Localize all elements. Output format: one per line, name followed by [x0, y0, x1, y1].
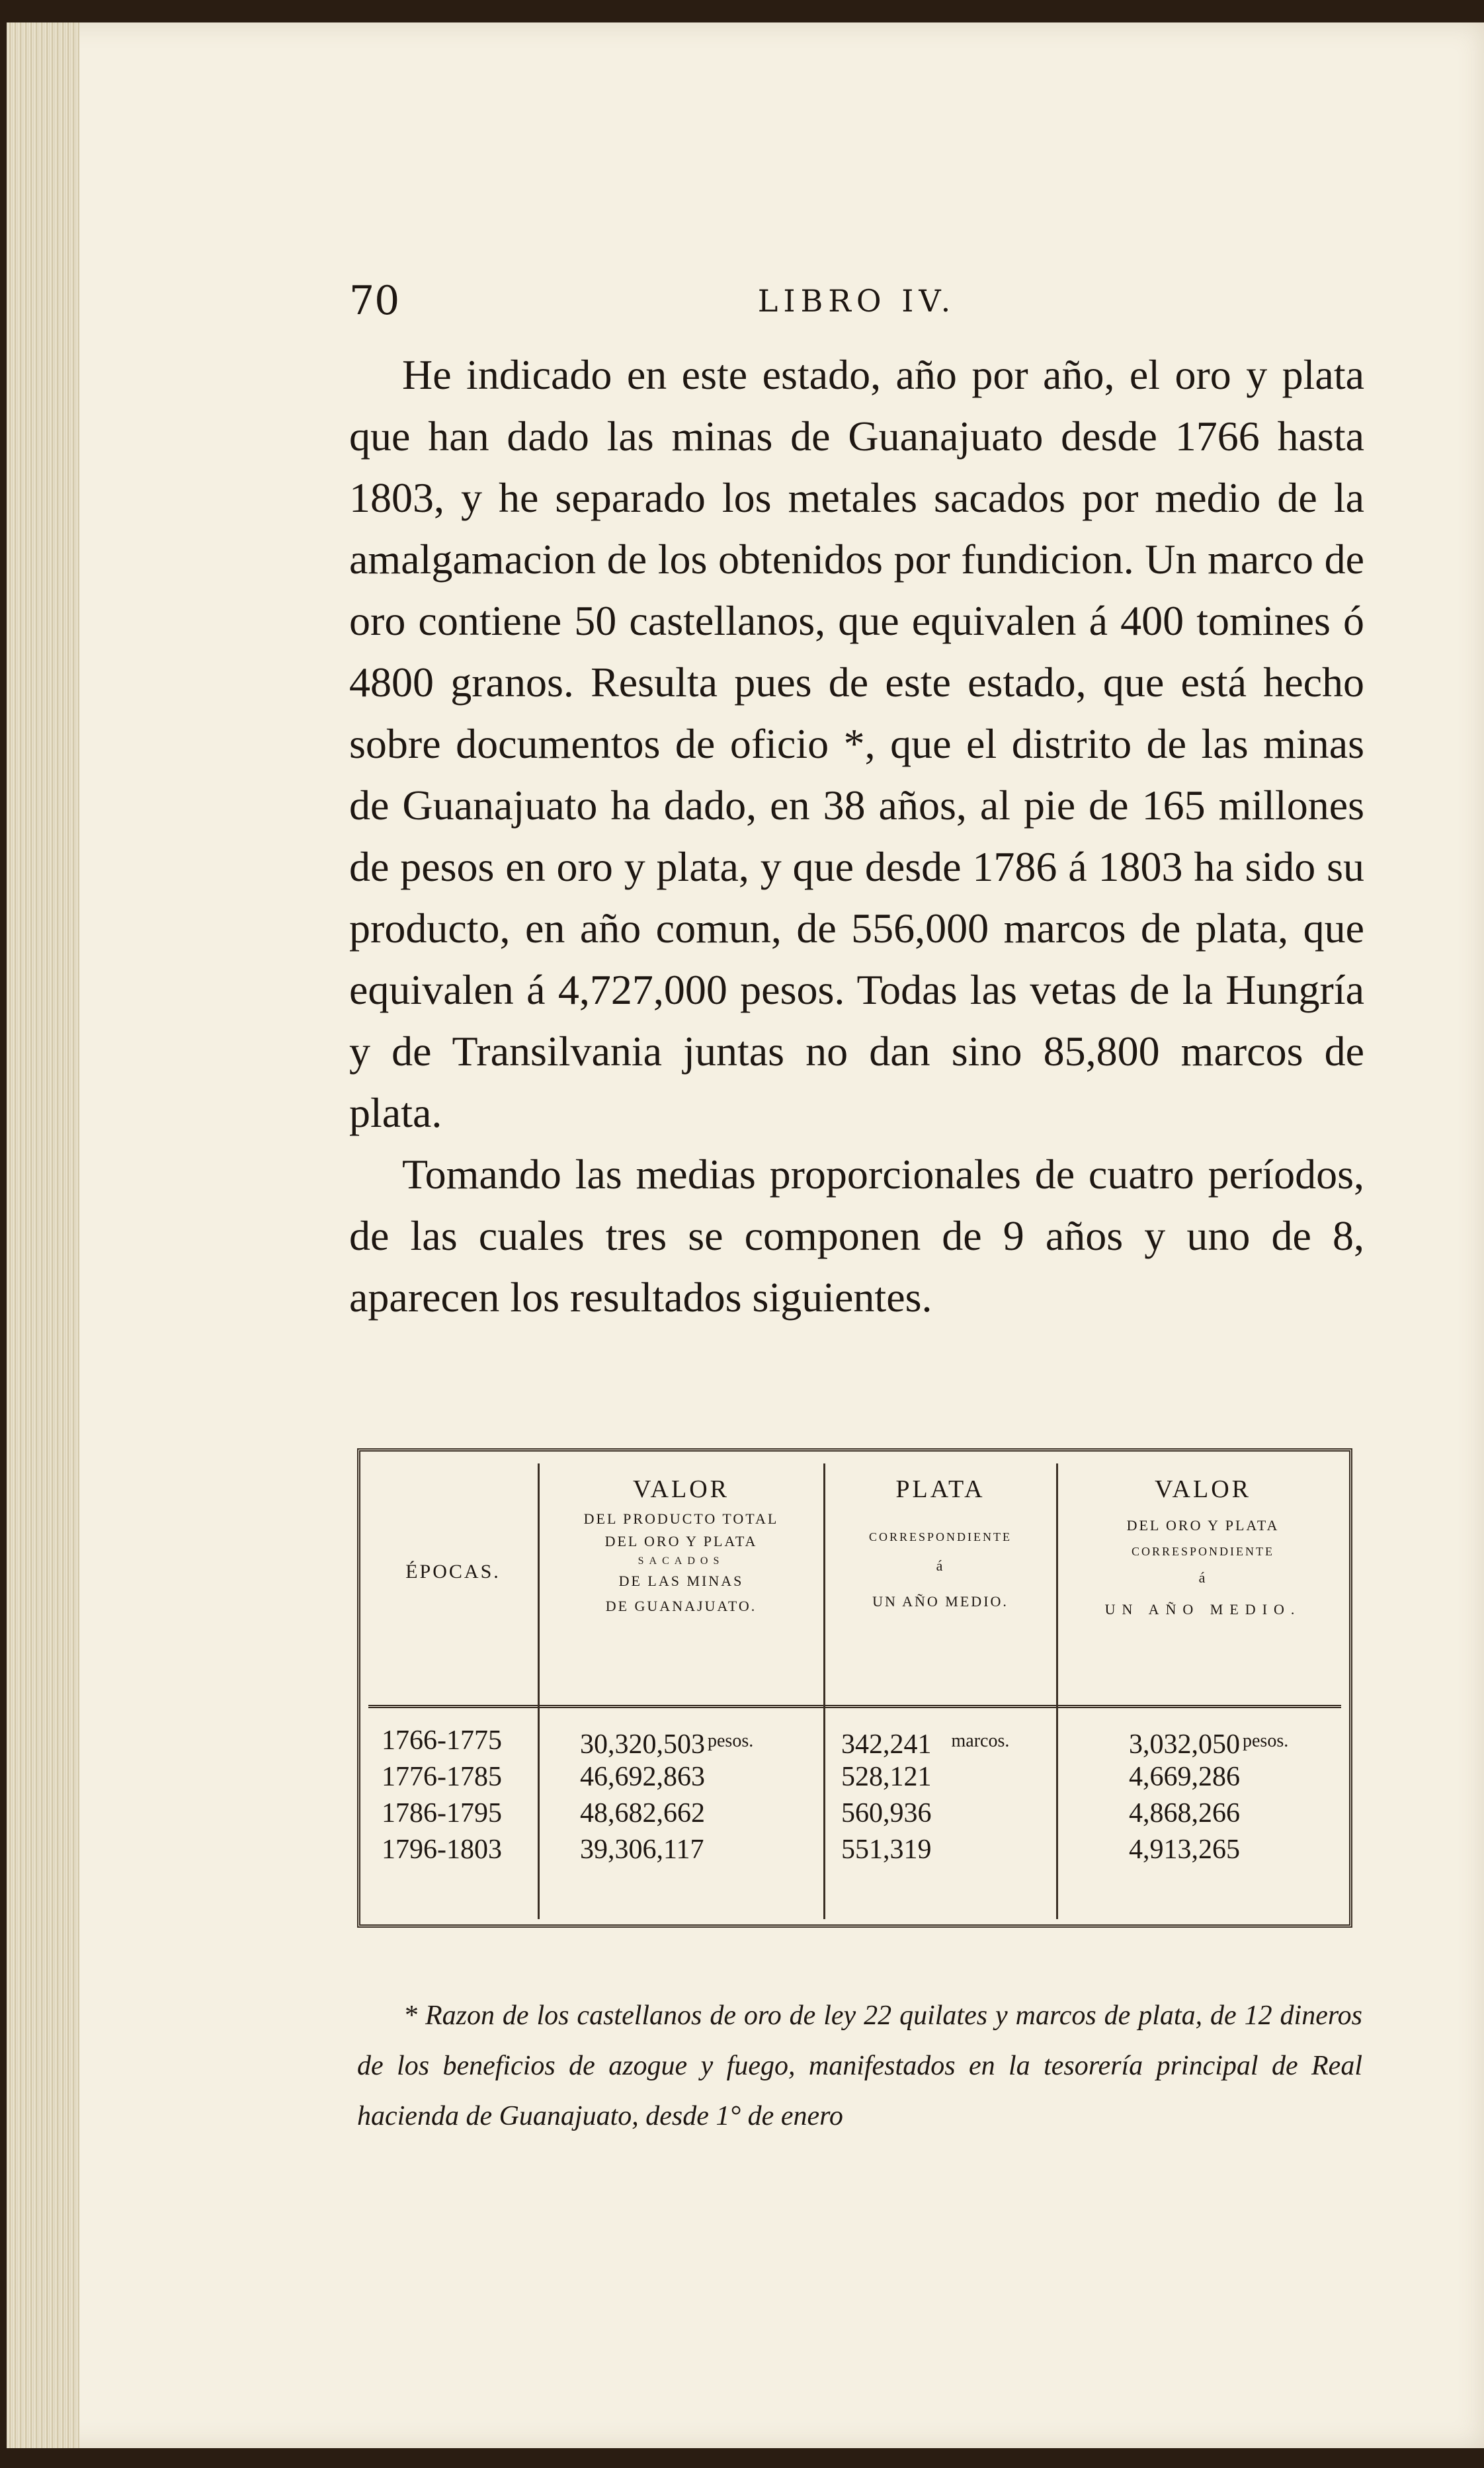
cell-plata: 342,241 $^{marcos.}$: [841, 1729, 1010, 1760]
running-head: LIBRO IV.: [757, 283, 956, 319]
table-row: [368, 1723, 1341, 1759]
header-rule: [368, 1705, 1341, 1708]
page-number: 70: [349, 278, 400, 324]
table-body: [368, 1723, 1341, 1868]
header-valor-anual: VALOR DEL ORO Y PLATA CORRESPONDIENTE á UN AÑO MEDIO.: [1104, 1475, 1301, 1618]
cell-plata: 551,319: [841, 1834, 932, 1865]
cell-valor-anual: 4,913,265: [1129, 1834, 1240, 1865]
cell-epoca: 1776-1785: [382, 1762, 502, 1792]
header-epocas: ÉPOCAS.: [405, 1561, 501, 1583]
table-row: [368, 1759, 1341, 1795]
cell-valor-total: 48,682,662: [580, 1798, 705, 1829]
cell-epoca: 1766-1775: [382, 1725, 502, 1756]
header-plata: PLATA CORRESPONDIENTE á UN AÑO MEDIO.: [868, 1475, 1012, 1610]
cell-epoca: 1796-1803: [382, 1834, 502, 1865]
header-valor-total: VALOR DEL PRODUCTO TOTAL DEL ORO Y PLATA SACADOS DE LAS MINAS DE GUANAJUATO.: [583, 1475, 779, 1614]
cell-valor-total: 46,692,863: [580, 1762, 705, 1792]
table-row: [368, 1832, 1341, 1868]
page-edges: [7, 22, 79, 2448]
cell-valor-anual: 4,868,266: [1129, 1798, 1240, 1829]
table-row: [368, 1795, 1341, 1832]
paragraph: He indicado en este estado, año por año, el oro y plata que han dado las minas de Guanajuato desde 1766 hasta 1803, y he separado los metales sacados por medio de la amalgamacion de los obtenidos por fundicion. Un marco de oro contiene 50 castellanos, que equivalen á 400 tomines ó 4800 granos. Resulta pues de este estado, que está hecho sobre documentos de oficio *, que el distrito de las minas de Guanajuato ha dado, en 38 años, al pie de 165 millones de pesos en oro y plata, y que desde 1786 á 1803 ha sido su producto, en año comun, de 556,000 marcos de plata, que equivalen á 4,727,000 pesos. Todas las vetas de la Hungría y de Transilvania juntas no dan sino 85,800 marcos de plata.: [349, 351, 1364, 1136]
cell-epoca: 1786-1795: [382, 1798, 502, 1829]
cell-valor-total: 30,320,503 $^{pesos.}$: [580, 1729, 754, 1760]
footnote: [357, 1991, 1362, 2141]
paragraph: Tomando las medias proporcionales de cuatro períodos, de las cuales tres se componen de 9 años y uno de 8, aparecen los resultados siguientes.: [349, 1151, 1364, 1321]
cell-valor-anual: 3,032,050 $^{pesos.}$: [1129, 1729, 1289, 1760]
body-text: [349, 344, 1364, 1328]
production-table: [357, 1448, 1352, 1928]
footnote-text: * Razon de los castellanos de oro de ley 22 quilates y marcos de plata, de 12 dineros de los beneficios de azogue y fuego, manifestados en la tesorería principal de Real hacienda de Guanajuato, desde 1° de enero: [357, 2000, 1362, 2131]
cell-plata: 528,121: [841, 1762, 932, 1792]
cell-plata: 560,936: [841, 1798, 932, 1829]
cell-valor-total: 39,306,117: [580, 1834, 704, 1865]
cell-valor-anual: 4,669,286: [1129, 1762, 1240, 1792]
page-header: [349, 278, 1364, 331]
